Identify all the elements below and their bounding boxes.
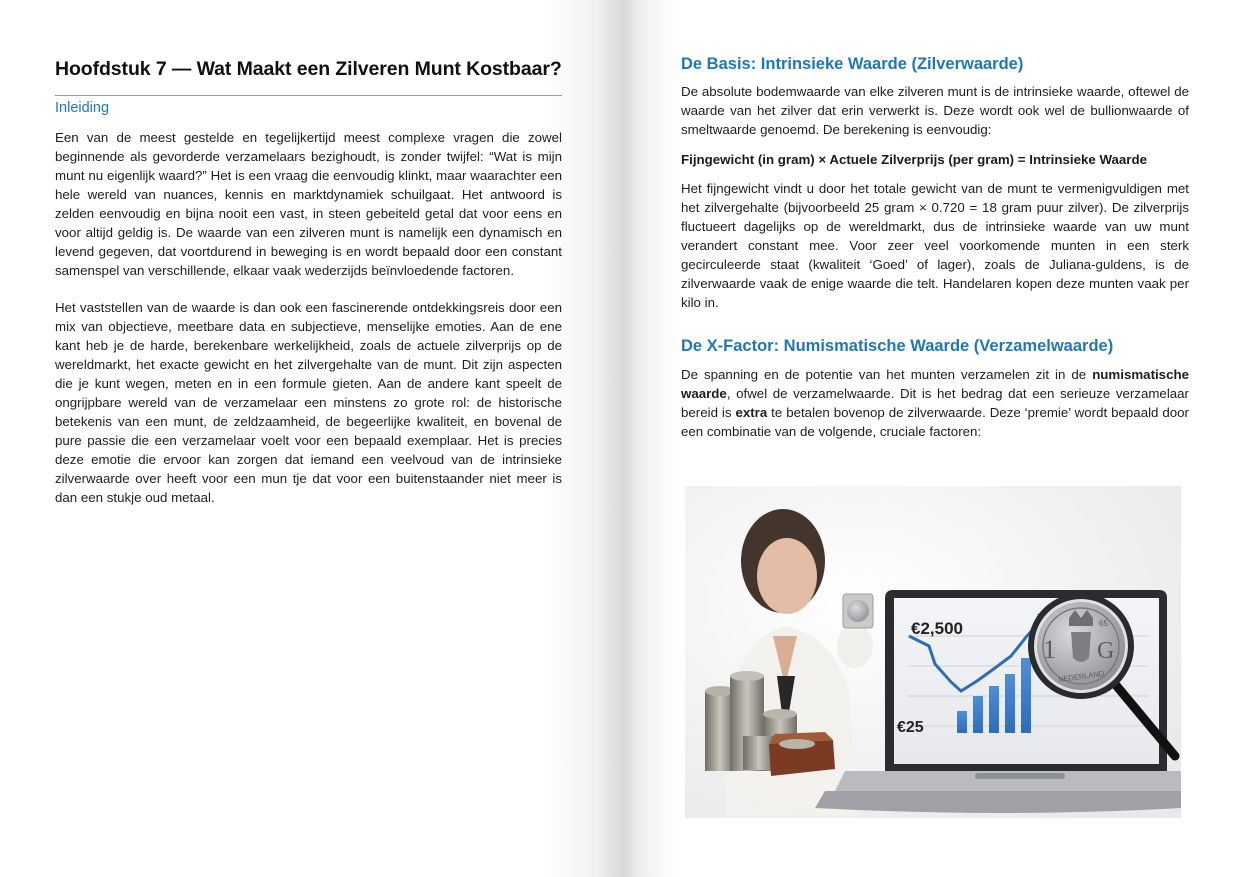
fine-weight-paragraph: Het fijngewicht vindt u door het totale gewicht van de munt te vermenigvuldigen met het zilvergehalte (bijvoorbeeld 25 gram × 0.720 = 18 gram puur zilver). De zilverprijs fluctueert dagelijks op de wereldmarkt, dus de intrinsieke waarde van uw munt verandert constant mee. Voor zeer veel voorkomende munten in een sterk gecirculeerde staat (kwaliteit ‘Goed’ of lager), zoals de Juliana-guldens, is de zilverwaarde vaak de enige waarde die telt. Handelaren kopen deze munten vaak per kilo in. (681, 181, 1189, 310)
illustration-collector-laptop (685, 486, 1181, 818)
coin-left-text: 1 (1043, 635, 1056, 664)
numismatic-paragraph (681, 365, 1189, 441)
numismatic-text-a: De spanning en de potentie van het munten verzamelen zit in de (681, 367, 1093, 382)
numismatic-bold-term: numismatische waarde (681, 367, 1189, 401)
intro-paragraph-1: Een van de meest gestelde en tegelijkertijd meest complexe vragen die zowel beginnende als gevorderde verzamelaars bezighoudt, is zonder twijfel: “Wat is mijn munt nu eigenlijk waard?” Het is een vraag die eenvoudig klinkt, maar waarachter een hele wereld van nuances, kennis en marktdynamiek schuilgaat. Het antwoord is zelden eenvoudig en bijna nooit een vast, in steen gebeiteld getal dat voor eens en voor altijd geldig is. De waarde van een zilveren munt is namelijk een dynamisch en levend gegeven, dat voortdurend in beweging is en wordt bepaald door een constant samenspel van verschillende, elkaar vaak wederzijds beïnvloedende factoren. (55, 130, 562, 278)
section-title-inleiding: Inleiding (55, 100, 110, 116)
intrinsic-paragraph: De absolute bodemwaarde van elke zilveren munt is de intrinsieke waarde, oftewel de waarde van het zilver dat erin verwerkt is. Deze wordt ook wel de bullionwaarde of smeltwaarde genoemd. De berekening is eenvoudig: (681, 84, 1189, 137)
coin-year: 65 (1099, 619, 1108, 628)
screen-label-high: €2,500 (911, 619, 963, 638)
title-divider (55, 95, 562, 96)
chapter-title: Hoofdstuk 7 — Wat Maakt een Zilveren Munt Kostbaar? (55, 58, 562, 80)
heading-numismatic-value: De X-Factor: Numismatische Waarde (Verzamelwaarde) (681, 337, 1114, 355)
extra-bold-term: extra (735, 405, 768, 420)
intro-paragraph-2: Het vaststellen van de waarde is dan ook een fascinerende ontdekkingsreis door een mix van objectieve, meetbare data en subjectieve, menselijke emoties. Aan de ene kant heb je de harde, berekenbare werkelijkheid, zoals de actuele zilverprijs op de wereldmarkt, het exacte gewicht en het zilvergehalte van de munt. Dit zijn aspecten die je kunt wegen, meten en in een formule gieten. Aan de andere kant speelt de ongrijpbare wereld van de verzamelaar een minstens zo grote rol: de historische betekenis van een munt, de zeldzaamheid, de begeerlijke kwaliteit, en bovenal de pure passie die een verzamelaar voelt voor een bepaald exemplaar. Het is precies deze emotie die ervoor kan zorgen dat iemand een veelvoud van de intrinsieke zilverwaarde over heeft voor een mun tje dat voor een buitenstaander niet meer is dan een stukje oud metaal. (55, 300, 562, 505)
coin-ring-text: NEDERLAND (1057, 668, 1105, 685)
coin-right-text: G (1097, 638, 1115, 664)
screen-label-low: €25 (897, 719, 924, 736)
numismatic-text-b: , ofwel de verzamelwaarde. Dit is het bedrag dat een serieuze verzamelaar bereid is (681, 386, 1189, 420)
value-formula: Fijngewicht (in gram) × Actuele Zilverprijs (per gram) = Intrinsieke Waarde (681, 152, 1148, 167)
numismatic-text-c: te betalen bovenop de zilverwaarde. Deze ‘premie’ wordt bepaald door een combinatie van de volgende, cruciale factoren: (681, 405, 1189, 439)
heading-intrinsic-value: De Basis: Intrinsieke Waarde (Zilverwaarde) (681, 55, 1024, 73)
